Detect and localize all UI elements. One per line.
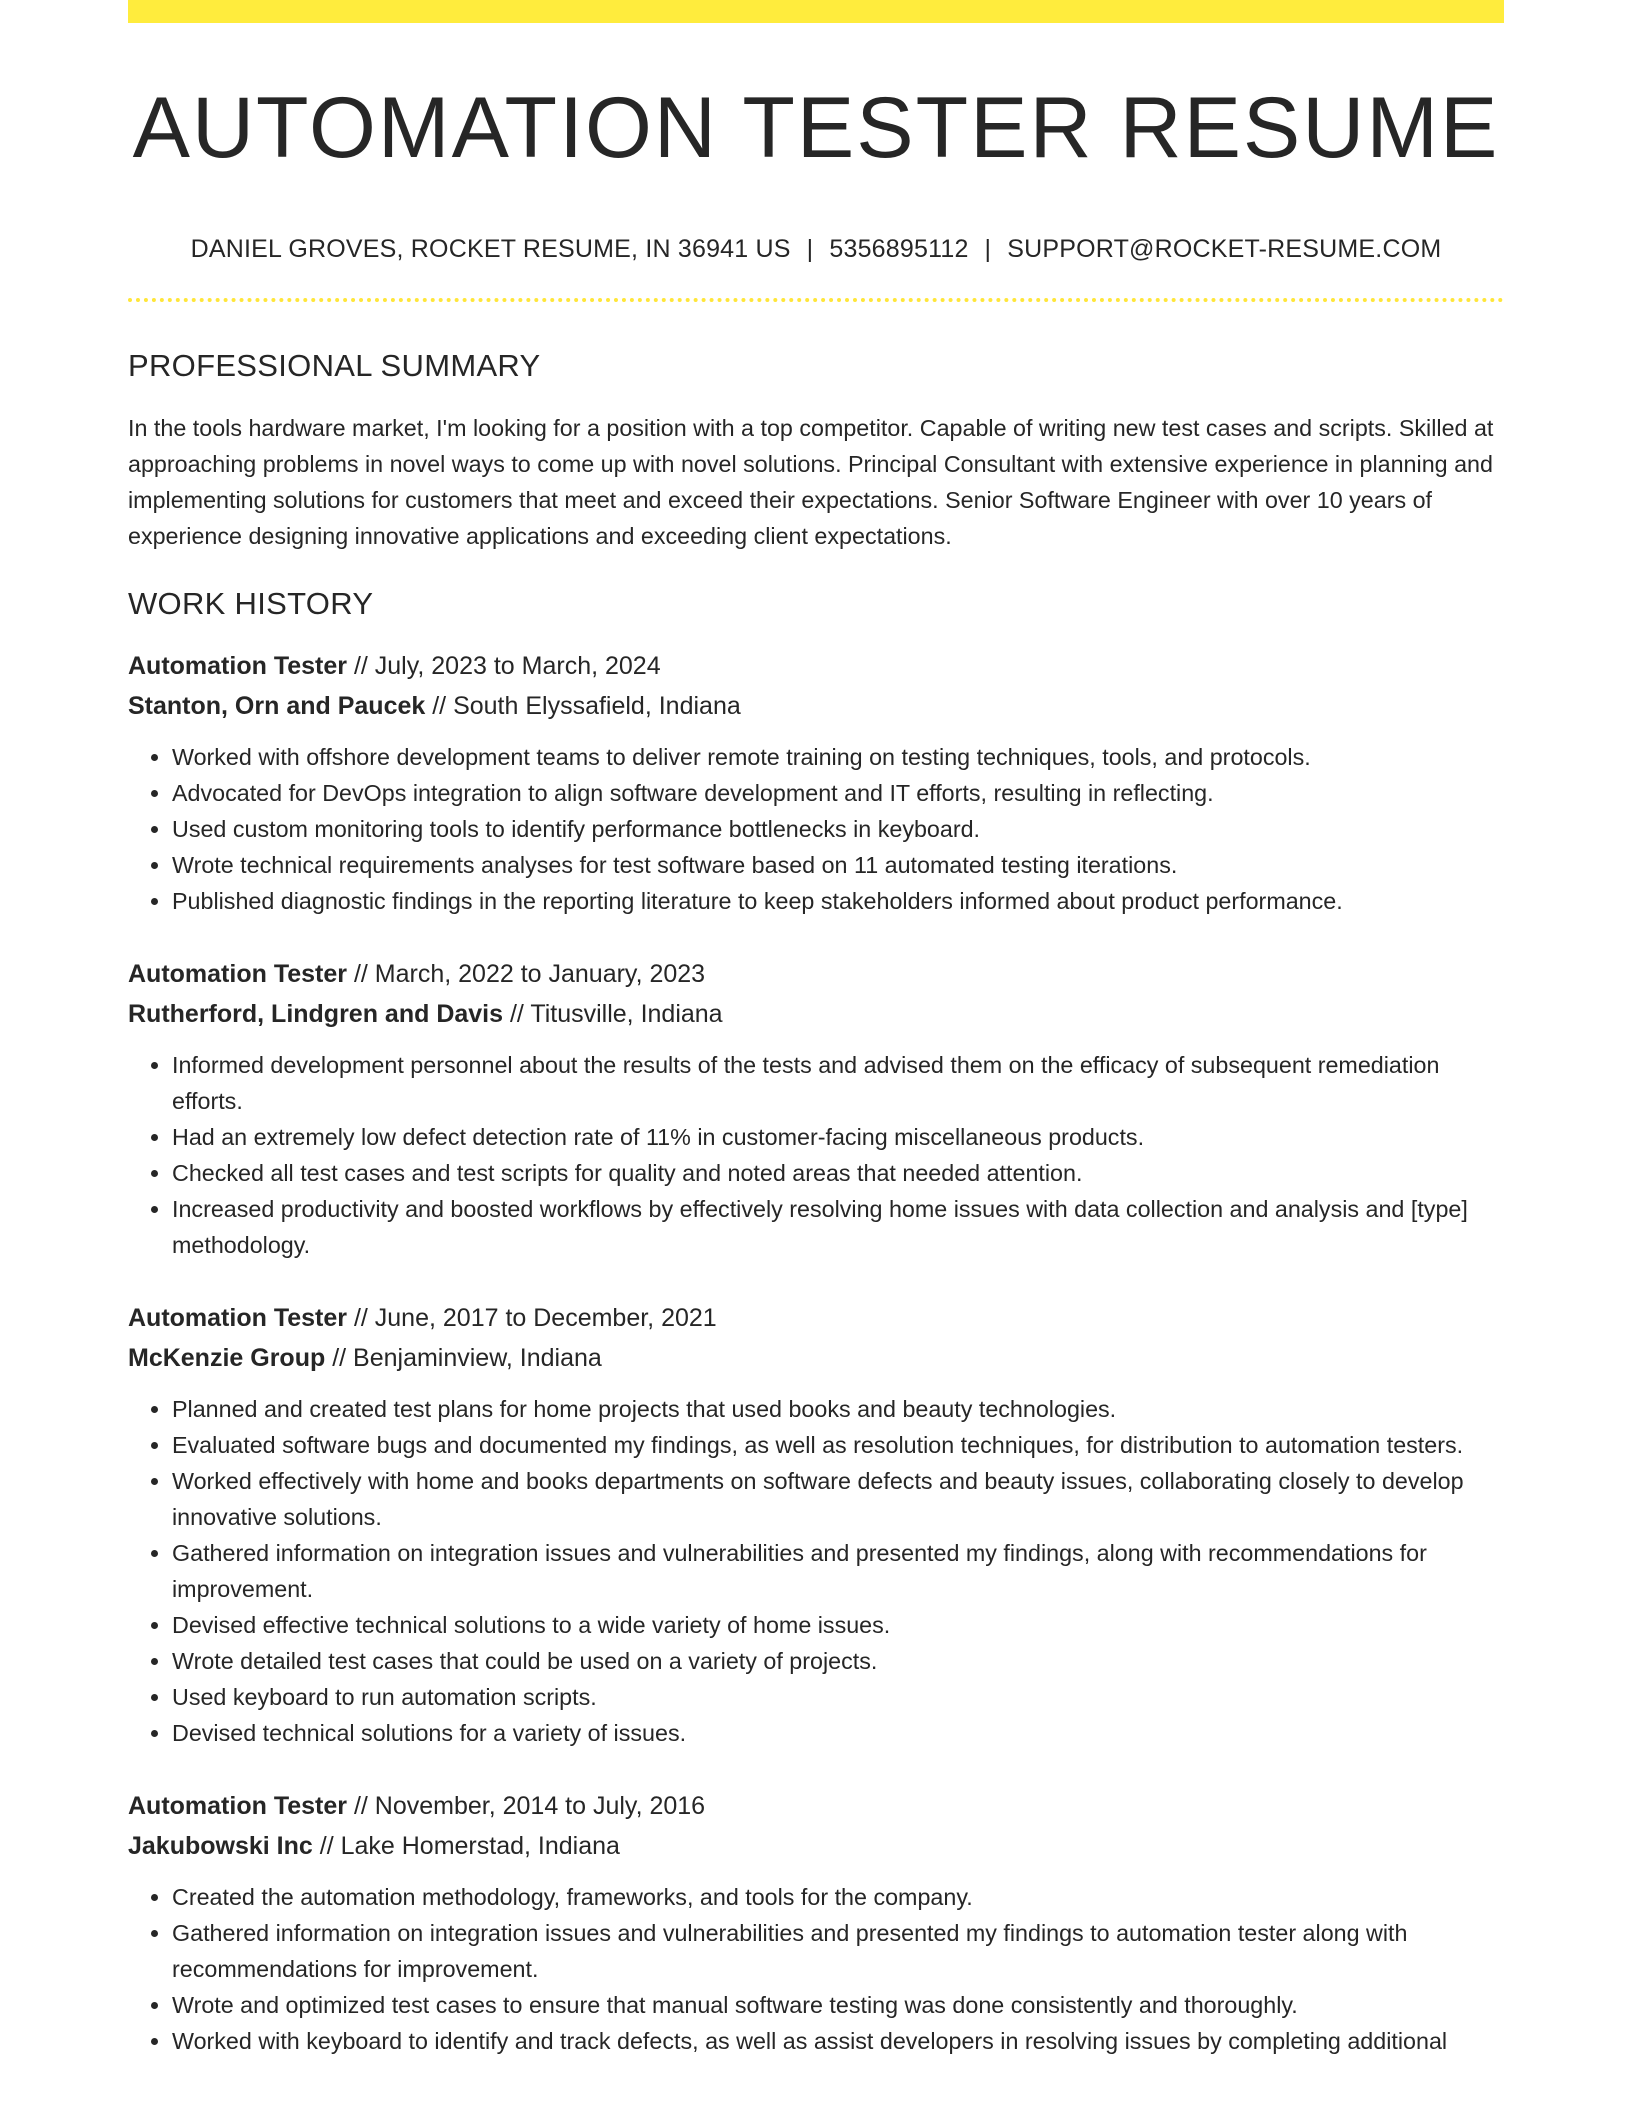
- bullet-item: • Devised technical solutions for a variety of issues.: [172, 1715, 1504, 1751]
- contact-separator: |: [984, 235, 992, 264]
- job-title-line: [128, 954, 1504, 994]
- bullet-item: • Evaluated software bugs and documented my findings, as well as resolution techniques, for distribution to automation testers.: [172, 1427, 1504, 1463]
- job-role: Automation Tester: [128, 1304, 347, 1333]
- bullet-item: • Used keyboard to run automation scripts.: [172, 1679, 1504, 1715]
- work-history-heading: WORK HISTORY: [128, 586, 374, 622]
- job-bullets: [128, 1879, 1504, 2059]
- contact-separator: |: [806, 235, 814, 264]
- bullet-item: • Increased productivity and boosted workflows by effectively resolving home issues with data collection and analysis and [type] methodology.: [172, 1191, 1504, 1263]
- bullet-item: • Wrote and optimized test cases to ensure that manual software testing was done consistently and thoroughly.: [172, 1987, 1504, 2023]
- job-company: Rutherford, Lindgren and Davis: [128, 1000, 504, 1029]
- job-role: Automation Tester: [128, 1792, 347, 1821]
- job-dates: // June, 2017 to December, 2021: [347, 1304, 717, 1333]
- bullet-item: • Used custom monitoring tools to identify performance bottlenecks in keyboard.: [172, 811, 1504, 847]
- job-dates: // July, 2023 to March, 2024: [347, 652, 661, 681]
- job-location: // South Elyssafield, Indiana: [425, 692, 741, 721]
- job-company: Jakubowski Inc: [128, 1832, 313, 1861]
- job-title-line: [128, 1786, 1504, 1826]
- resume-title: AUTOMATION TESTER RESUME: [132, 80, 1500, 176]
- job-company-line: [128, 1338, 1504, 1378]
- bullet-item: • Worked effectively with home and books departments on software defects and beauty issues, collaborating closely to develop innovative solutions.: [172, 1463, 1504, 1535]
- contact-address: DANIEL GROVES, ROCKET RESUME, IN 36941 US: [190, 235, 791, 264]
- resume-page: [128, 0, 1504, 2112]
- job-company-line: [128, 994, 1504, 1034]
- job-title-line: [128, 1298, 1504, 1338]
- job-entry: [128, 646, 1504, 919]
- bullet-item: • Checked all test cases and test scripts for quality and noted areas that needed attention.: [172, 1155, 1504, 1191]
- bullet-item: • Gathered information on integration issues and vulnerabilities and presented my findings, along with recommendations for improvement.: [172, 1535, 1504, 1607]
- bullet-item: • Planned and created test plans for home projects that used books and beauty technologies.: [172, 1391, 1504, 1427]
- job-dates: // March, 2022 to January, 2023: [347, 960, 706, 989]
- contact-line: [128, 235, 1504, 264]
- job-bullets: [128, 739, 1504, 919]
- job-title-line: [128, 646, 1504, 686]
- job-bullets: [128, 1047, 1504, 1263]
- dotted-divider: [128, 298, 1504, 302]
- job-entry: [128, 1786, 1504, 2059]
- bullet-item: • Gathered information on integration issues and vulnerabilities and presented my findings to automation tester along with recommendations for improvement.: [172, 1915, 1504, 1987]
- bullet-item: • Wrote detailed test cases that could be used on a variety of projects.: [172, 1643, 1504, 1679]
- summary-text: In the tools hardware market, I'm looking for a position with a top competitor. Capable of writing new test cases and scripts. Skilled at approaching problems in novel ways to come up with novel solutions. Principal Consultant with extensive experience in planning and implementing solutions for customers that meet and exceed their expectations. Senior Software Engineer with over 10 years of experience designing innovative applications and exceeding client expectations.: [128, 415, 1494, 550]
- bullet-item: • Had an extremely low defect detection rate of 11% in customer-facing miscellaneous products.: [172, 1119, 1504, 1155]
- job-company: Stanton, Orn and Paucek: [128, 692, 426, 721]
- contact-email: SUPPORT@ROCKET-RESUME.COM: [1007, 235, 1442, 264]
- bullet-item: • Published diagnostic findings in the reporting literature to keep stakeholders informed about product performance.: [172, 883, 1504, 919]
- job-company: McKenzie Group: [128, 1344, 326, 1373]
- bullet-item: • Informed development personnel about the results of the tests and advised them on the efficacy of subsequent remediation efforts.: [172, 1047, 1504, 1119]
- bullet-item: • Created the automation methodology, frameworks, and tools for the company.: [172, 1879, 1504, 1915]
- job-company-line: [128, 686, 1504, 726]
- bullet-item: • Worked with keyboard to identify and track defects, as well as assist developers in resolving issues by completing additional: [172, 2023, 1504, 2059]
- job-bullets: [128, 1391, 1504, 1751]
- bullet-item: • Devised effective technical solutions to a wide variety of home issues.: [172, 1607, 1504, 1643]
- job-location: // Lake Homerstad, Indiana: [312, 1832, 620, 1861]
- bullet-item: • Wrote technical requirements analyses for test software based on 11 automated testing iterations.: [172, 847, 1504, 883]
- job-location: // Titusville, Indiana: [503, 1000, 723, 1029]
- job-entry: [128, 1298, 1504, 1751]
- contact-phone: 5356895112: [829, 235, 969, 264]
- bullet-item: • Advocated for DevOps integration to align software development and IT efforts, resulting in reflecting.: [172, 775, 1504, 811]
- top-accent-bar: [128, 0, 1504, 23]
- job-company-line: [128, 1826, 1504, 1866]
- job-role: Automation Tester: [128, 652, 347, 681]
- job-location: // Benjaminview, Indiana: [325, 1344, 602, 1373]
- job-role: Automation Tester: [128, 960, 347, 989]
- bullet-item: • Worked with offshore development teams to deliver remote training on testing techniques, tools, and protocols.: [172, 739, 1504, 775]
- job-entry: [128, 954, 1504, 1263]
- summary-heading: PROFESSIONAL SUMMARY: [128, 348, 541, 384]
- job-dates: // November, 2014 to July, 2016: [347, 1792, 706, 1821]
